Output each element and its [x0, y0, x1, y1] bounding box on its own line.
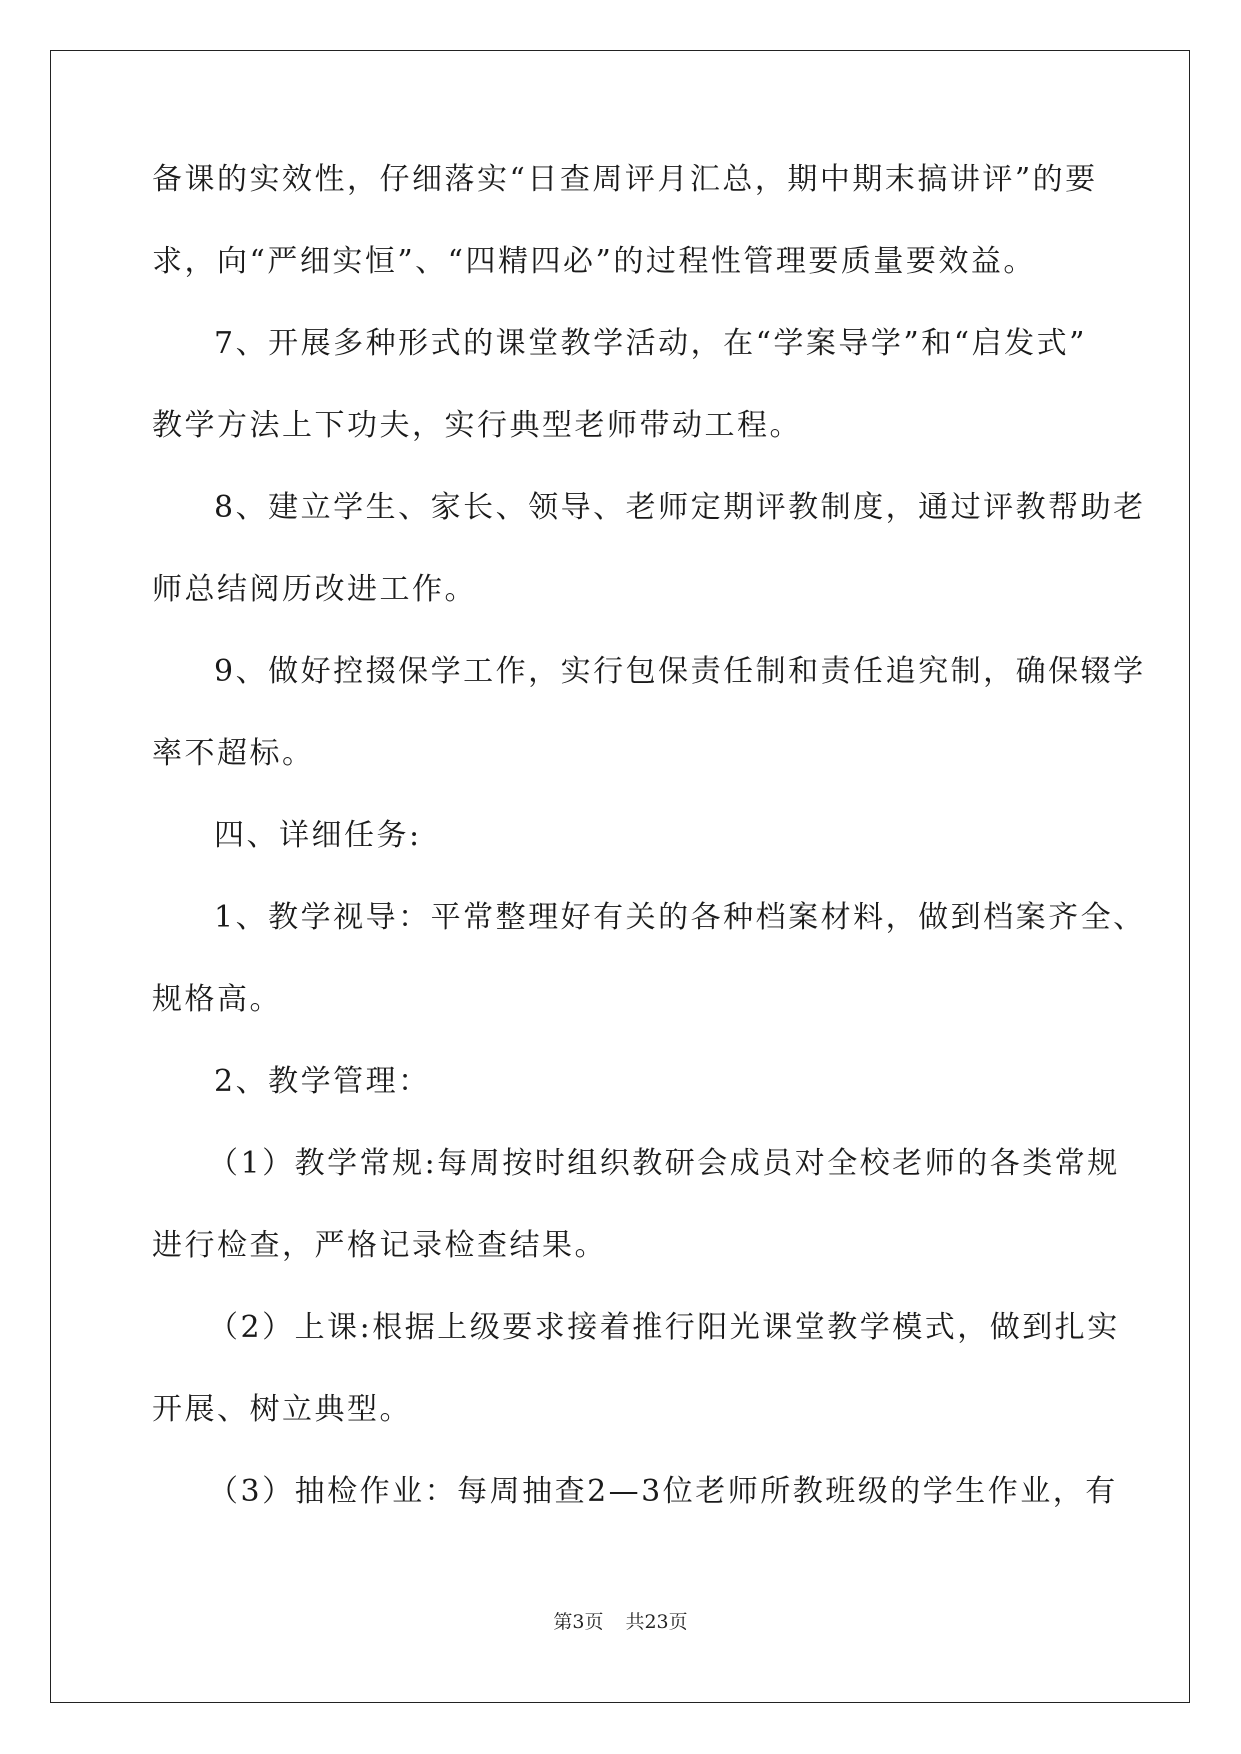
text-line: 进行检查，严格记录检查结果。: [152, 1228, 607, 1263]
paragraph-start-line: 7、开展多种形式的课堂教学活动，在“学案导学”和“启发式”: [214, 326, 1087, 361]
page-total: 共23页: [625, 1611, 688, 1633]
page-number: 第3页: [553, 1611, 604, 1633]
text-line: 师总结阅历改进工作。: [152, 572, 477, 607]
text-line: 备课的实效性，仔细落实“日查周评月汇总，期中期末搞讲评”的要: [152, 162, 1098, 197]
document-body: [152, 160, 1146, 1554]
paragraph-start-line: 8、建立学生、家长、领导、老师定期评教制度，通过评教帮助老: [214, 490, 1146, 525]
text-line: 求，向“严细实恒”、“四精四必”的过程性管理要质量要效益。: [152, 244, 1036, 279]
paragraph-start-line: （3）抽检作业：每周抽查2—3位老师所教班级的学生作业，有: [208, 1474, 1118, 1509]
text-line: 规格高。: [152, 982, 282, 1017]
paragraph-start-line: （2）上课:根据上级要求接着推行阳光课堂教学模式，做到扎实: [208, 1310, 1120, 1345]
paragraph-start-line: 9、做好控掇保学工作，实行包保责任制和责任追究制，确保辍学: [214, 654, 1146, 689]
text-line: 教学方法上下功夫，实行典型老师带动工程。: [152, 408, 802, 443]
paragraph-start-line: 1、教学视导：平常整理好有关的各种档案材料，做到档案齐全、: [214, 900, 1146, 935]
page-footer: [0, 1607, 1241, 1634]
section-heading: 四、详细任务:: [214, 818, 422, 853]
text-line: 开展、树立典型。: [152, 1392, 412, 1427]
subsection-heading: 2、教学管理：: [214, 1064, 431, 1099]
paragraph-start-line: （1）教学常规:每周按时组织教研会成员对全校老师的各类常规: [208, 1146, 1120, 1181]
text-line: 率不超标。: [152, 736, 315, 771]
